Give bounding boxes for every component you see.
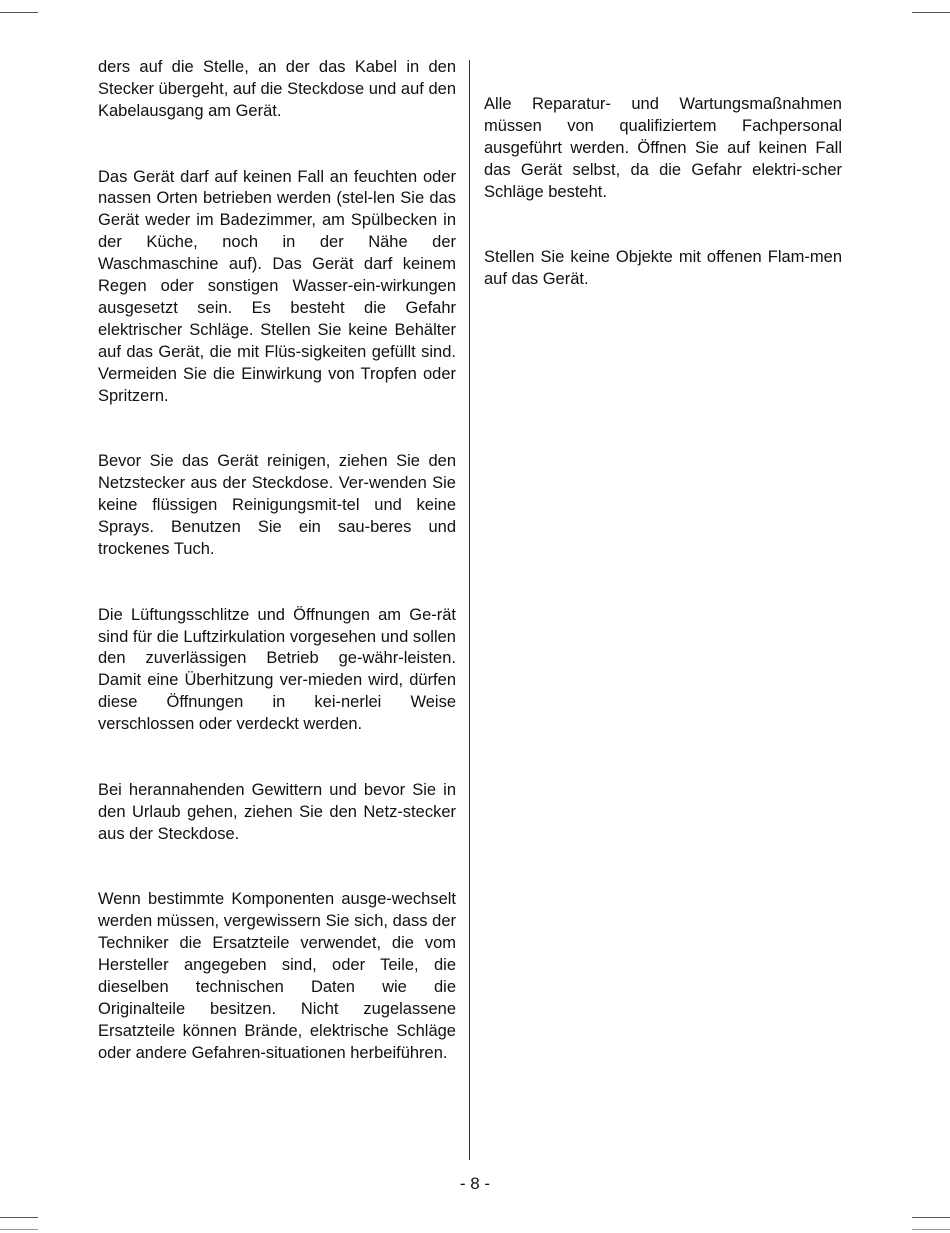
paragraph-thunderstorm: Bei herannahenden Gewittern und bevor Sie in den Urlaub gehen, ziehen Sie den Netz-stecker aus der Steckdose. — [98, 780, 456, 843]
crop-mark-bottom-left — [0, 1217, 38, 1218]
paragraph-cleaning: Bevor Sie das Gerät reinigen, ziehen Sie den Netzstecker aus der Steckdose. Ver-wenden Sie keine flüssigen Reinigungsmit-tel und keine Sprays. Benutzen Sie ein sau-beres und trockenes Tuch. — [98, 452, 456, 558]
crop-mark-bottom-left-2 — [0, 1229, 38, 1230]
crop-mark-bottom-right-2 — [912, 1229, 950, 1230]
crop-mark-top-left — [0, 12, 38, 13]
crop-mark-top-right — [912, 12, 950, 13]
paragraph-repair-service: Alle Reparatur- und Wartungsmaßnahmen müssen von qualifiziertem Fachpersonal ausgeführt werden. Öffnen Sie auf keinen Fall das Gerät selbst, da die Gefahr elektri-scher Schläge besteht. — [484, 95, 842, 201]
paragraph-replacement-parts: Wenn bestimmte Komponenten ausge-wechselt werden müssen, vergewissern Sie sich, dass der Techniker die Ersatzteile verwendet, die vom Hersteller angegeben sind, oder Teile, die dieselben technischen Daten wie die Originalteile besitzen. Nicht zugelassene Ersatzteile können Brände, elektrische Schläge oder andere Gefahren-situationen herbeiführen. — [98, 890, 456, 1062]
paragraph-cable-check: ders auf die Stelle, an der das Kabel in den Stecker übergeht, auf die Steckdose und auf den Kabelausgang am Gerät. — [98, 58, 456, 120]
right-text-column — [484, 94, 842, 335]
paragraph-ventilation: Die Lüftungsschlitze und Öffnungen am Ge-rät sind für die Luftzirkulation vorgesehen und sollen den zuverlässigen Betrieb ge-währ-leisten. Damit eine Überhitzung ver-mieden wird, dürfen diese Öffnungen in kei-nerlei Weise verschlossen oder verdeckt werden. — [98, 605, 456, 734]
paragraph-moisture-warning: Das Gerät darf auf keinen Fall an feuchten oder nassen Orten betrieben werden (stel-len Sie das Gerät weder im Badezimmer, am Spülbecken in der Küche, noch in der Nähe der Waschmaschine auf). Das Gerät darf keinem Regen oder sonstigen Wasser-ein-wirkungen ausgesetzt sein. Es besteht die Gefahr elektrischer Schläge. Stellen Sie keine Behälter auf das Gerät, die mit Flüs-sigkeiten gefüllt sind. Vermeiden Sie die Einwirkung von Tropfen oder Spritzern. — [98, 167, 456, 405]
crop-mark-bottom-right — [912, 1217, 950, 1218]
column-divider — [469, 60, 470, 1160]
left-text-column — [98, 57, 456, 1108]
page-number: - 8 - — [459, 1174, 491, 1193]
paragraph-open-flames: Stellen Sie keine Objekte mit offenen Flam-men auf das Gerät. — [484, 248, 842, 289]
